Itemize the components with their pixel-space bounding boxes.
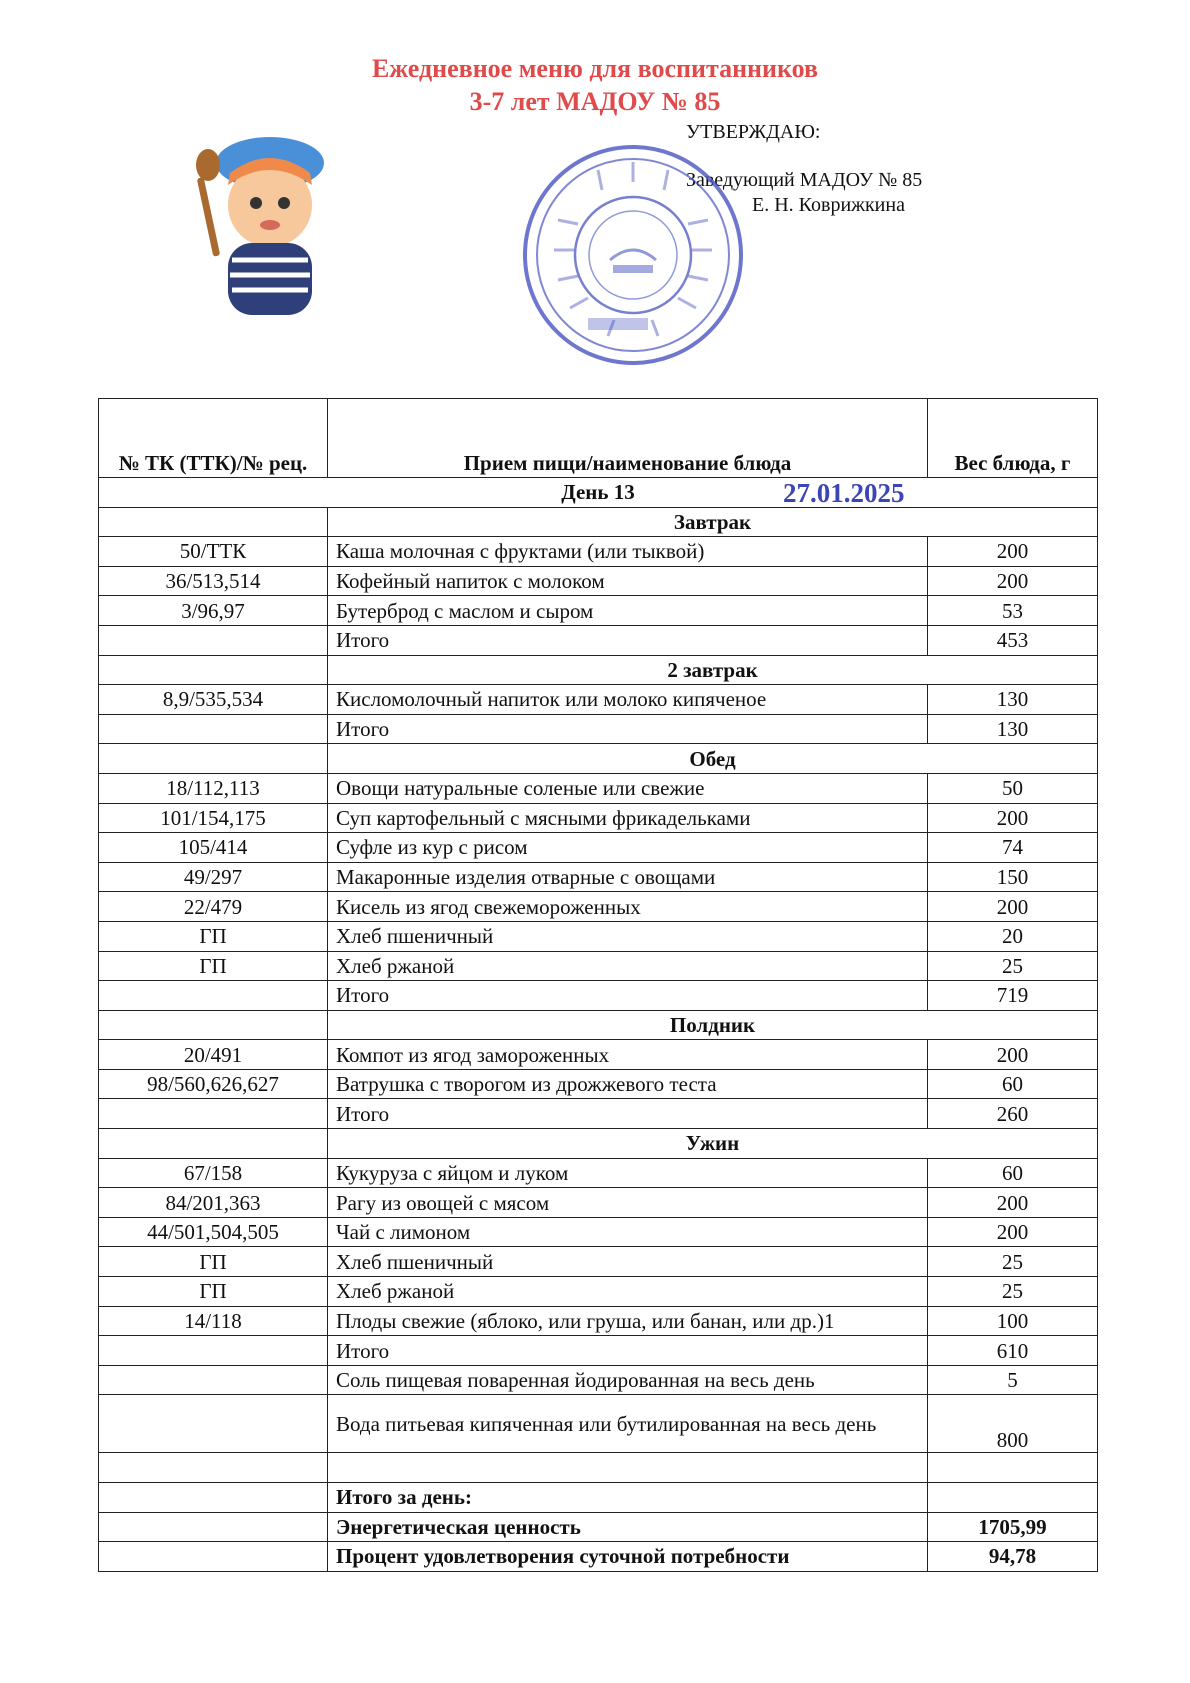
total-label: Итого: [328, 981, 928, 1011]
total-code-cell: [99, 1336, 328, 1366]
table-header-row: [99, 399, 1098, 478]
table-row: [99, 892, 1098, 922]
column-header-code: № ТК (ТТК)/№ рец.: [99, 399, 328, 478]
dish-weight: 60: [928, 1069, 1098, 1099]
dish-weight: 25: [928, 1277, 1098, 1307]
percent-value: 94,78: [928, 1542, 1098, 1572]
extra-weight: 5: [928, 1365, 1098, 1395]
extra-code-cell: [99, 1395, 328, 1453]
dish-name: Макаронные изделия отварные с овощами: [328, 862, 928, 892]
summary-code-cell: [99, 1512, 328, 1542]
dish-weight: 200: [928, 892, 1098, 922]
energy-value: 1705,99: [928, 1512, 1098, 1542]
table-row: [99, 685, 1098, 715]
title-line-1: Ежедневное меню для воспитанников: [371, 54, 819, 83]
dish-code: 20/491: [99, 1040, 328, 1070]
table-row: [99, 1188, 1098, 1218]
dish-code: 50/ТТК: [99, 537, 328, 567]
menu-table: [98, 398, 1098, 1572]
dish-weight: 74: [928, 833, 1098, 863]
dish-weight: 25: [928, 1247, 1098, 1277]
section-header-row: [99, 1010, 1098, 1040]
dish-name: Ватрушка с творогом из дрожжевого теста: [328, 1069, 928, 1099]
column-header-weight: Вес блюда, г: [928, 399, 1098, 478]
dish-weight: 53: [928, 596, 1098, 626]
day-total-label: Итого за день:: [328, 1483, 928, 1513]
empty-row: [99, 1453, 1098, 1483]
dish-code: ГП: [99, 1277, 328, 1307]
dish-name: Компот из ягод замороженных: [328, 1040, 928, 1070]
section-code-cell: [99, 744, 328, 774]
extra-code-cell: [99, 1365, 328, 1395]
dish-name: Хлеб пшеничный: [328, 1247, 928, 1277]
total-label: Итого: [328, 714, 928, 744]
dish-code: 67/158: [99, 1158, 328, 1188]
dish-weight: 60: [928, 1158, 1098, 1188]
section-title: Завтрак: [328, 507, 1098, 537]
dish-name: Хлеб пшеничный: [328, 921, 928, 951]
section-title: Обед: [328, 744, 1098, 774]
dish-code: 14/118: [99, 1306, 328, 1336]
dish-code: 101/154,175: [99, 803, 328, 833]
dish-weight: 25: [928, 951, 1098, 981]
extra-name: Соль пищевая поваренная йодированная на весь день: [328, 1365, 928, 1395]
energy-label: Энергетическая ценность: [328, 1512, 928, 1542]
menu-table-body: [99, 399, 1098, 1572]
section-title: Ужин: [328, 1129, 1098, 1159]
section-code-cell: [99, 1129, 328, 1159]
dish-name: Суфле из кур с рисом: [328, 833, 928, 863]
total-value: 260: [928, 1099, 1098, 1129]
table-row: [99, 1158, 1098, 1188]
page-title: [0, 52, 1190, 118]
section-header-row: [99, 655, 1098, 685]
total-label: Итого: [328, 1336, 928, 1366]
empty-cell: [99, 1453, 328, 1483]
approver-name: Е. Н. Коврижкина: [752, 194, 905, 216]
dish-name: Каша молочная с фруктами (или тыквой): [328, 537, 928, 567]
table-row: [99, 1069, 1098, 1099]
title-line-2: 3-7 лет МАДОУ № 85: [469, 87, 721, 116]
section-code-cell: [99, 655, 328, 685]
total-code-cell: [99, 714, 328, 744]
section-title: Полдник: [328, 1010, 1098, 1040]
day-total-row: [99, 1483, 1098, 1513]
energy-row: [99, 1512, 1098, 1542]
table-row: [99, 1247, 1098, 1277]
section-total-row: [99, 1099, 1098, 1129]
dish-name: Кукуруза с яйцом и луком: [328, 1158, 928, 1188]
dish-code: 84/201,363: [99, 1188, 328, 1218]
dish-code: 44/501,504,505: [99, 1217, 328, 1247]
dish-name: Кисель из ягод свежемороженных: [328, 892, 928, 922]
dish-code: 22/479: [99, 892, 328, 922]
empty-cell: [928, 1453, 1098, 1483]
section-header-row: [99, 1129, 1098, 1159]
dish-weight: 200: [928, 566, 1098, 596]
extra-name: Вода питьевая кипяченная или бутилированная на весь день: [328, 1395, 928, 1453]
dish-weight: 200: [928, 1188, 1098, 1218]
extra-weight: 800: [928, 1395, 1098, 1453]
section-total-row: [99, 714, 1098, 744]
summary-code-cell: [99, 1483, 328, 1513]
date-stamp: 27.01.2025: [783, 478, 905, 508]
day-label: День 13: [99, 478, 1098, 508]
dish-code: 36/513,514: [99, 566, 328, 596]
total-value: 610: [928, 1336, 1098, 1366]
table-row: [99, 833, 1098, 863]
dish-code: ГП: [99, 1247, 328, 1277]
dish-code: 3/96,97: [99, 596, 328, 626]
section-title: 2 завтрак: [328, 655, 1098, 685]
dish-weight: 20: [928, 921, 1098, 951]
dish-name: Хлеб ржаной: [328, 951, 928, 981]
total-label: Итого: [328, 625, 928, 655]
day-row: [99, 478, 1098, 508]
dish-weight: 200: [928, 803, 1098, 833]
dish-name: Чай с лимоном: [328, 1217, 928, 1247]
dish-name: Овощи натуральные соленые или свежие: [328, 773, 928, 803]
cook-child-icon: [190, 125, 350, 325]
day-total-value: [928, 1483, 1098, 1513]
table-row: [99, 1217, 1098, 1247]
table-row: [99, 921, 1098, 951]
table-row: [99, 1040, 1098, 1070]
dish-weight: 200: [928, 1217, 1098, 1247]
total-code-cell: [99, 1099, 328, 1129]
total-code-cell: [99, 981, 328, 1011]
dish-weight: 200: [928, 537, 1098, 567]
dish-weight: 200: [928, 1040, 1098, 1070]
total-value: 453: [928, 625, 1098, 655]
seal-stamp-icon: [518, 140, 748, 370]
dish-name: Хлеб ржаной: [328, 1277, 928, 1307]
table-row: [99, 537, 1098, 567]
dish-name: Суп картофельный с мясными фрикадельками: [328, 803, 928, 833]
section-code-cell: [99, 507, 328, 537]
total-label: Итого: [328, 1099, 928, 1129]
section-header-row: [99, 744, 1098, 774]
dish-code: 18/112,113: [99, 773, 328, 803]
extra-row: [99, 1395, 1098, 1453]
dish-weight: 150: [928, 862, 1098, 892]
total-value: 719: [928, 981, 1098, 1011]
section-total-row: [99, 981, 1098, 1011]
summary-code-cell: [99, 1542, 328, 1572]
approver-position: Заведующий МАДОУ № 85: [686, 169, 923, 191]
extra-row: [99, 1365, 1098, 1395]
total-value: 130: [928, 714, 1098, 744]
section-code-cell: [99, 1010, 328, 1040]
table-row: [99, 1306, 1098, 1336]
dish-name: Бутерброд с маслом и сыром: [328, 596, 928, 626]
table-row: [99, 773, 1098, 803]
table-row: [99, 566, 1098, 596]
table-row: [99, 951, 1098, 981]
approve-heading: УТВЕРЖДАЮ:: [686, 121, 821, 143]
dish-name: Кофейный напиток с молоком: [328, 566, 928, 596]
dish-weight: 50: [928, 773, 1098, 803]
dish-code: ГП: [99, 951, 328, 981]
table-row: [99, 596, 1098, 626]
percent-row: [99, 1542, 1098, 1572]
percent-label: Процент удовлетворения суточной потребности: [328, 1542, 928, 1572]
empty-cell: [328, 1453, 928, 1483]
dish-name: Кисломолочный напиток или молоко кипяченое: [328, 685, 928, 715]
dish-weight: 100: [928, 1306, 1098, 1336]
table-row: [99, 862, 1098, 892]
dish-code: ГП: [99, 921, 328, 951]
total-code-cell: [99, 625, 328, 655]
section-total-row: [99, 625, 1098, 655]
dish-code: 49/297: [99, 862, 328, 892]
table-row: [99, 1277, 1098, 1307]
dish-name: Плоды свежие (яблоко, или груша, или банан, или др.)1: [328, 1306, 928, 1336]
column-header-dish: Прием пищи/наименование блюда: [328, 399, 928, 478]
dish-weight: 130: [928, 685, 1098, 715]
section-total-row: [99, 1336, 1098, 1366]
table-row: [99, 803, 1098, 833]
dish-code: 105/414: [99, 833, 328, 863]
dish-code: 8,9/535,534: [99, 685, 328, 715]
dish-code: 98/560,626,627: [99, 1069, 328, 1099]
dish-name: Рагу из овощей с мясом: [328, 1188, 928, 1218]
section-header-row: [99, 507, 1098, 537]
